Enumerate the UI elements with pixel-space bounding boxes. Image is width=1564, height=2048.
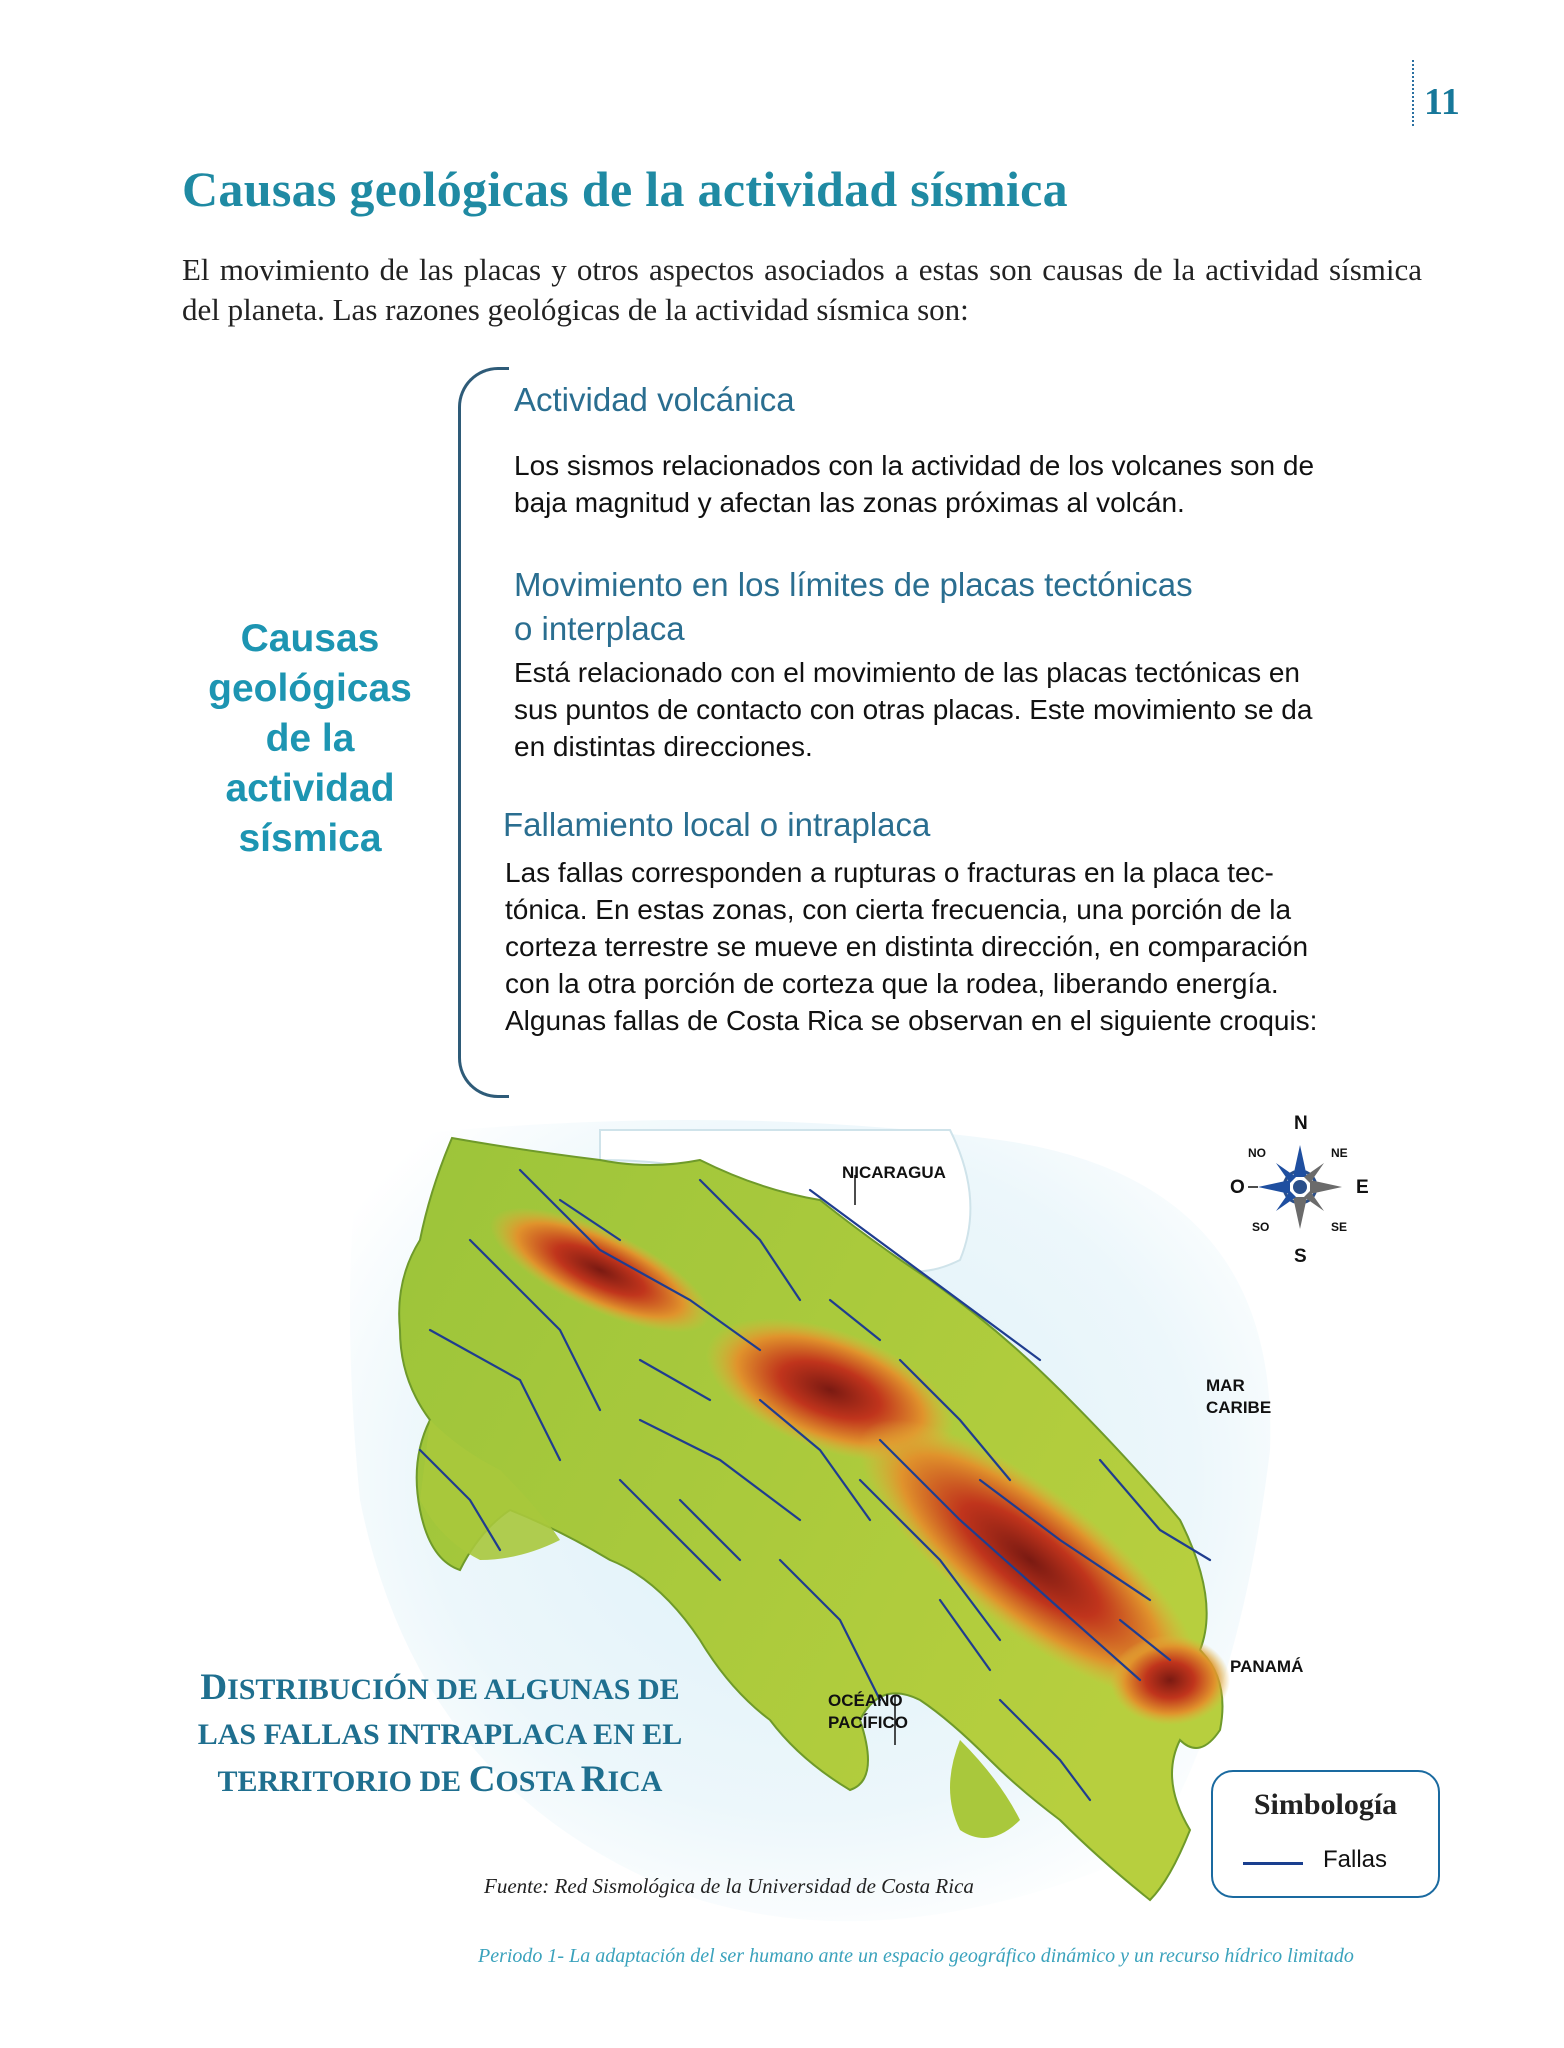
compass-label-o: O	[1230, 1177, 1245, 1198]
intro-paragraph: El movimiento de las placas y otros aspectos asociados a estas son causas de la actividad sísmica del planeta. Las razones geológicas de la actividad sísmica son:	[182, 252, 1422, 327]
map-title-initial: C	[468, 1759, 496, 1800]
heading-line: o interplaca	[514, 610, 685, 647]
body-line: tónica. En estas zonas, con cierta frecuencia, una porción de la	[505, 894, 1292, 925]
map-title	[180, 1665, 700, 1804]
compass-label-no: NO	[1248, 1146, 1266, 1160]
map-title-text: TERRITORIO DE	[217, 1765, 469, 1798]
page-title: Causas geológicas de la actividad sísmica	[182, 161, 1068, 217]
body-line: Los sismos relacionados con la actividad de los volcanes son de	[514, 450, 1315, 481]
body-line: sus puntos de contacto con otras placas. Este movimiento se da	[514, 694, 1313, 725]
body-line: baja magnitud y afectan las zonas próximas al volcán.	[514, 487, 1185, 518]
map-legend	[1211, 1770, 1440, 1898]
map-title-line	[180, 1757, 700, 1804]
map-label-oceano: OCÉANO	[828, 1691, 903, 1710]
side-label-line: geológicas	[208, 667, 412, 710]
compass-center	[1293, 1180, 1307, 1194]
body-line: en distintas direcciones.	[514, 731, 813, 762]
compass-label-ne: NE	[1331, 1146, 1348, 1160]
side-label	[190, 614, 430, 864]
section-heading-intraplaca: Fallamiento local o intraplaca	[503, 806, 931, 843]
compass-east-point	[1310, 1180, 1342, 1194]
page-footer: Periodo 1- La adaptación del ser humano ante un espacio geográfico dinámico y un recurso hídrico limitado	[478, 1945, 1354, 1967]
side-label-line: actividad	[225, 767, 395, 810]
legend-fault-swatch	[1243, 1862, 1303, 1865]
map-title-text: LAS FALLAS INTRAPLACA EN EL	[197, 1718, 683, 1751]
map-label-caribe: CARIBE	[1206, 1398, 1272, 1417]
body-line: Está relacionado con el movimiento de las placas tectónicas en	[514, 657, 1300, 688]
elevation-south	[1110, 1635, 1230, 1725]
compass-south-point	[1293, 1197, 1307, 1229]
section-heading-interplaca	[514, 563, 1193, 651]
map-source: Fuente: Red Sismológica de la Universidad de Costa Rica	[484, 1874, 974, 1898]
compass-north-point	[1293, 1145, 1307, 1177]
section-heading-volcanica: Actividad volcánica	[514, 381, 795, 418]
map-label-nicaragua: NICARAGUA	[842, 1163, 946, 1182]
costa-rica-fault-map	[0, 1100, 1564, 2048]
compass-label-e: E	[1356, 1177, 1369, 1198]
side-label-line: sísmica	[238, 817, 382, 860]
page-number: 11	[1424, 81, 1460, 123]
map-label-pacifico: PACÍFICO	[828, 1713, 908, 1732]
heading-line: Movimiento en los límites de placas tectónicas	[514, 566, 1193, 603]
compass-label-se: SE	[1331, 1220, 1348, 1234]
map-label-panama: PANAMÁ	[1230, 1657, 1304, 1676]
compass-west-point	[1258, 1180, 1290, 1194]
side-label-line: de la	[265, 717, 355, 760]
compass-label-so: SO	[1252, 1220, 1270, 1234]
section-body-volcanica	[514, 447, 1314, 521]
body-line: con la otra porción de corteza que la rodea, liberando energía.	[505, 968, 1279, 999]
legend-title: Simbología	[1253, 1788, 1398, 1821]
map-title-text: OSTA	[495, 1765, 581, 1798]
compass-label-s: S	[1294, 1246, 1307, 1267]
body-line: corteza terrestre se mueve en distinta dirección, en comparación	[505, 931, 1309, 962]
body-line: Las fallas corresponden a rupturas o fracturas en la placa tec-	[505, 857, 1274, 888]
section-body-intraplaca	[505, 854, 1317, 1039]
map-label-mar: MAR	[1206, 1376, 1245, 1395]
side-label-line: Causas	[240, 617, 380, 660]
page-number-rule	[1412, 60, 1414, 126]
map-title-line	[180, 1712, 700, 1757]
map-title-text: ISTRIBUCIÓN DE ALGUNAS DE	[227, 1673, 680, 1706]
map-title-initial: D	[200, 1667, 228, 1708]
map-title-text: ICA	[607, 1765, 663, 1798]
section-body-interplaca	[514, 654, 1312, 765]
body-line: Algunas fallas de Costa Rica se observan en el siguiente croquis:	[505, 1005, 1318, 1036]
bracket-divider	[458, 367, 509, 1098]
compass-label-n: N	[1294, 1113, 1308, 1134]
legend-fault-label: Fallas	[1323, 1846, 1388, 1873]
map-title-line	[180, 1665, 700, 1712]
map-title-initial: R	[580, 1759, 608, 1800]
